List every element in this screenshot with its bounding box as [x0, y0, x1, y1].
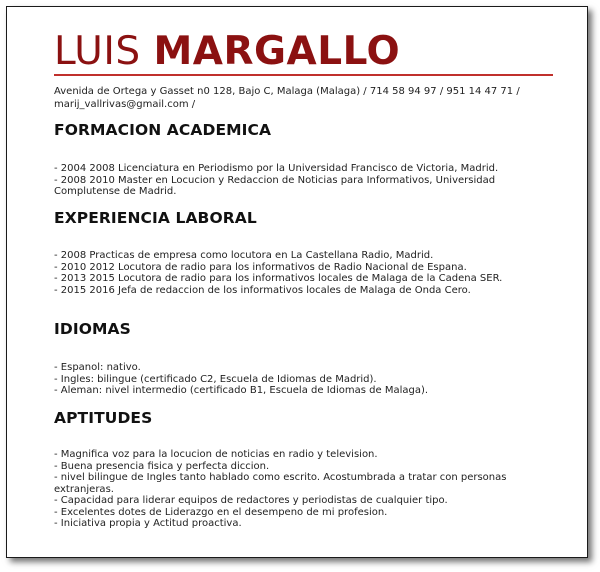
section-title-aptitudes: APTITUDES: [54, 409, 153, 427]
header-divider: [54, 74, 553, 76]
list-item: - 2008 Practicas de empresa como locutora en La Castellana Radio, Madrid.: [54, 250, 434, 261]
section-title-formacion: FORMACION ACADEMICA: [54, 121, 272, 139]
contact-info: Avenida de Ortega y Gasset n0 128, Bajo C, Malaga (Malaga) / 714 58 94 97 / 951 14 47 71 / marij_vallrivas@gmail.com /: [54, 86, 520, 110]
first-name: LUIS: [54, 29, 141, 74]
section-title-idiomas: IDIOMAS: [54, 320, 131, 338]
list-item: - Buena presencia fisica y perfecta diccion.: [54, 460, 270, 472]
list-item: - 2015 2016 Jefa de redaccion de los informativos locales de Malaga de Onda Cero.: [54, 284, 471, 296]
list-item: - nivel bilingue de Ingles tanto hablado como escrito. Acostumbrada a tratar con personas extranjeras.: [54, 472, 507, 495]
list-item: - Excelentes dotes de Liderazgo en el desempeno de mi profesion.: [54, 506, 388, 518]
list-item: - 2013 2015 Locutora de radio para los informativos locales de Malaga de la Cadena SER.: [54, 273, 503, 284]
section-list-idiomas: [54, 362, 554, 397]
list-item: - Aleman: nivel intermedio (certificado B1, Escuela de Idiomas de Malaga).: [54, 385, 429, 396]
section-list-formacion: [54, 163, 554, 198]
section-list-experiencia: [54, 250, 554, 296]
list-item: - 2010 2012 Locutora de radio para los informativos de Radio Nacional de Espana.: [54, 261, 467, 273]
list-item: - Capacidad para liderar equipos de redactores y periodistas de cualquier tipo.: [54, 495, 448, 506]
last-name: MARGALLO: [153, 29, 401, 74]
section-title-experiencia: EXPERIENCIA LABORAL: [54, 209, 257, 227]
list-item: - 2008 2010 Master en Locucion y Redaccion de Noticias para Informativos, Universidad Complutense de Madrid.: [54, 174, 496, 197]
list-item: - 2004 2008 Licenciatura en Periodismo por la Universidad Francisco de Victoria, Madrid.: [54, 163, 499, 174]
section-list-aptitudes: [54, 449, 554, 530]
list-item: - Espanol: nativo.: [54, 362, 141, 373]
list-item: - Ingles: bilingue (certificado C2, Escuela de Idiomas de Madrid).: [54, 373, 377, 385]
list-item: - Iniciativa propia y Actitud proactiva.: [54, 518, 242, 529]
list-item: - Magnifica voz para la locucion de noticias en radio y television.: [54, 449, 378, 460]
applicant-name: [54, 30, 400, 74]
